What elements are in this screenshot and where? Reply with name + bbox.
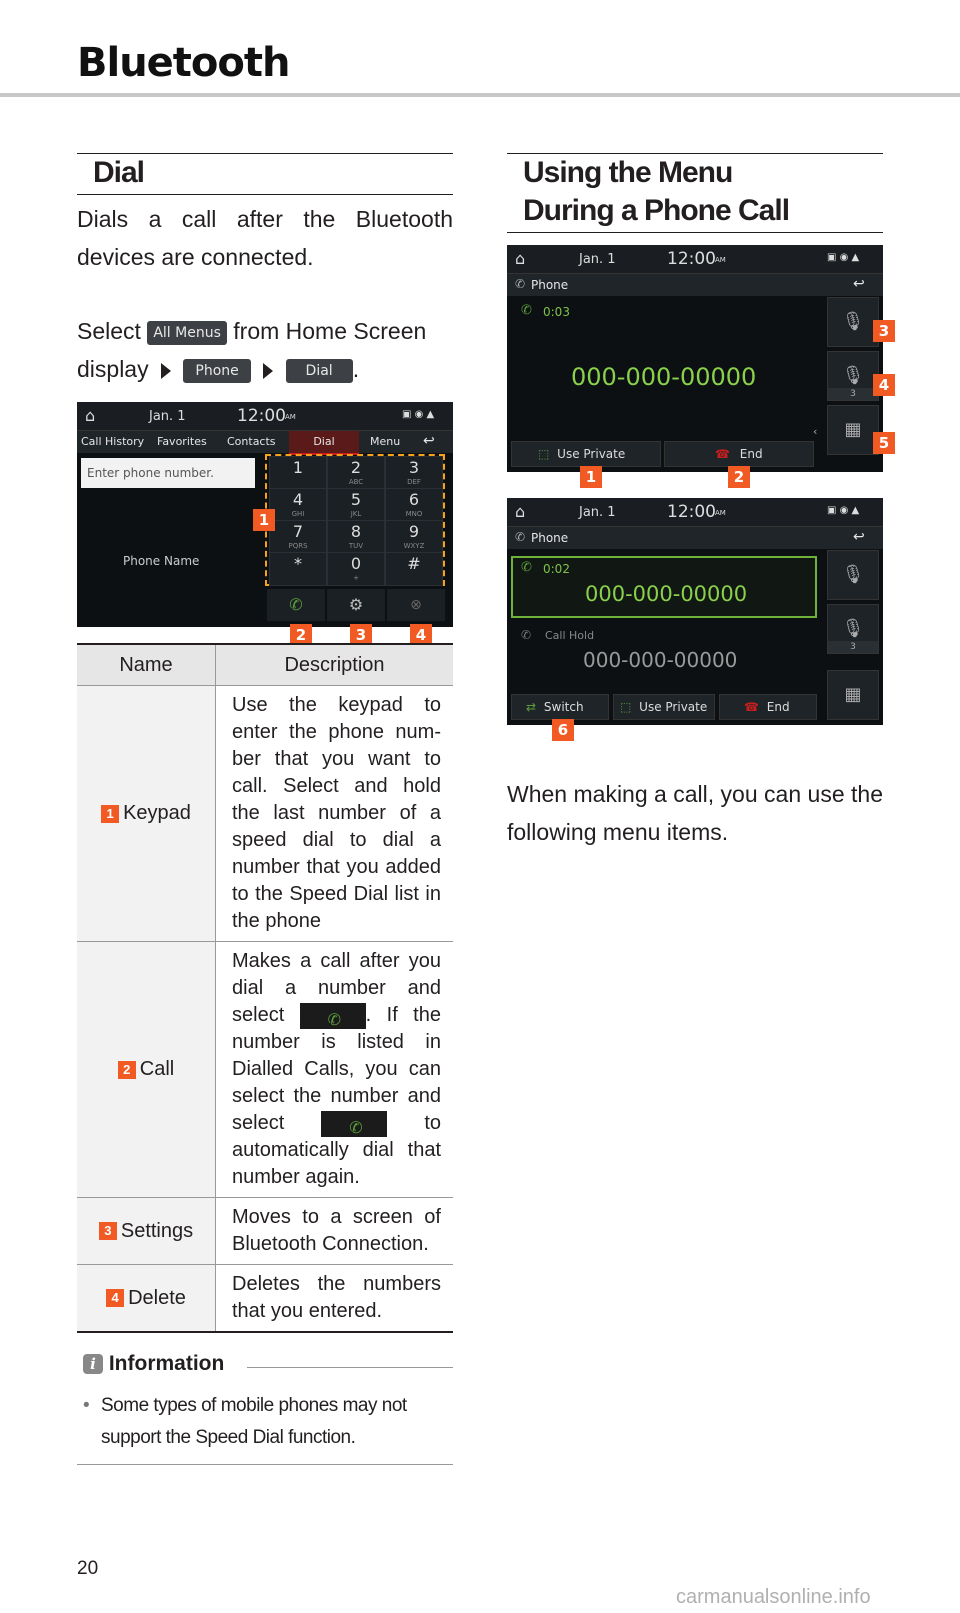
table-header-row [77,644,453,686]
back-icon: ↩ [853,276,865,292]
key-letters: DEF [407,478,421,486]
call-key [267,589,325,621]
status-date: Jan. 1 [579,252,616,267]
phone-icon: ✆ [515,277,526,291]
status-time: 12:00 [237,406,286,426]
key-letters: MNO [405,510,423,518]
mute-button [827,297,879,347]
keypad-key [327,488,385,522]
phone-header-label: Phone [531,531,569,545]
info-icon: i [83,1354,103,1374]
keypad-key [385,552,443,586]
call-screen-2 [507,498,883,725]
row-desc: Moves to a screen of Bluetooth Connection. [216,1198,454,1265]
key-digit: 8 [350,522,362,541]
row-badge: 2 [118,1061,136,1079]
private-icon: ⬚ [620,700,632,714]
row-name [77,942,216,1198]
all-menus-button: All Menus [147,321,227,345]
gear-icon: ⚙ [348,595,364,614]
end-call-icon: ☎ [744,700,759,714]
info-title: Information [108,1352,225,1375]
callout-m5: 5 [873,432,895,454]
arrow-right-icon [161,363,171,379]
status-ampm: AM [715,509,726,517]
chapter-rule [0,93,960,97]
callout-m3: 3 [873,320,895,342]
keypad-icon: ▦ [844,684,862,705]
dial-section-header [77,153,453,195]
callout-4: 4 [410,624,432,646]
key-digit: * [294,554,302,573]
mute-button [827,550,879,600]
keypad-icon: ▦ [844,419,862,440]
status-ampm: AM [285,413,296,421]
call-number: 000-000-00000 [585,582,748,606]
keypad-key [269,520,327,554]
key-letters: JKL [350,510,362,518]
key-letters: WXYZ [403,542,425,550]
mic-mute-icon: 🎙 [841,564,865,585]
dial-title: Dial [93,156,145,189]
row-name-text: Settings [120,1219,194,1242]
use-private-button [511,441,661,467]
desc-c: to automatically dial that number again. [232,1112,441,1188]
signal-icon: ▣ ◉ ▲ [827,252,860,263]
key-digit: 5 [350,490,362,509]
dial-description-table [77,643,453,1333]
end-button [719,694,817,720]
keypad-button [827,405,879,455]
keypad-key [327,552,385,586]
status-bar [77,402,453,431]
phone-icon: ✆ [327,1011,342,1029]
table-row [77,942,453,1198]
mic-volume-button [827,604,879,654]
end-label: End [739,447,763,461]
callout-m6: 6 [552,719,574,741]
switch-label: Switch [543,700,584,714]
call-icon: ✆ [521,303,532,318]
bullet-icon: • [83,1395,90,1416]
back-icon: ↩ [853,529,865,545]
keypad-key [269,456,327,490]
key-digit: 4 [292,490,304,509]
status-ampm: AM [715,256,726,264]
key-letters: + [353,574,359,582]
mic-volume-button [827,351,879,401]
arrow-right-icon [263,363,273,379]
row-name [77,686,216,942]
phone-header-label: Phone [531,278,569,292]
use-private-label: Use Private [639,700,708,714]
use-private-button [613,694,715,720]
menu-body: When making a call, you can use the following menu items. [507,781,883,845]
header-description: Description [216,644,454,686]
key-letters: TUV [348,542,364,550]
status-bar [507,245,883,274]
call-icon: ✆ [521,560,532,575]
row-desc: Deletes the numbers that you entered. [216,1265,454,1333]
dial-intro: Dials a call after the Bluetooth devices are connected. [77,206,453,270]
page-number: 20 [77,1558,99,1579]
signal-icon: ▣ ◉ ▲ [827,505,860,516]
row-name [77,1265,216,1333]
callout-3: 3 [350,624,372,646]
info-bullet [83,1390,453,1454]
end-button [664,441,814,467]
delete-key [387,589,445,621]
phone-icon: ✆ [349,1119,363,1137]
back-icon: ↩ [423,433,435,449]
private-icon: ⬚ [538,447,550,461]
key-digit: 2 [350,458,362,477]
call-number: 000-000-00000 [571,363,757,391]
switch-icon: ⇄ [526,700,537,714]
row-desc: Use the keypad to enter the phone num-ber that you want to call. Select and hold the last number of a speed dial to dial a number that you added to the Speed Dial list in the phone [216,686,454,942]
table-row [77,686,453,942]
key-letters: GHI [291,510,305,518]
status-bar [507,498,883,527]
row-name-text: Keypad [123,802,191,824]
active-call-panel [511,556,817,618]
key-digit: 9 [408,522,420,541]
menu-title-line1: Using the Menu [523,156,733,189]
row-badge: 1 [101,805,119,823]
table-row [77,1265,453,1333]
row-name [77,1198,216,1265]
call-button-image [321,1111,387,1137]
callout-1: 1 [253,509,275,531]
home-icon: ⌂ [515,249,526,268]
key-digit: 0 [350,554,362,573]
table-row [77,1198,453,1265]
phone-icon: ✆ [515,530,526,544]
signal-icon: ▣ ◉ ▲ [402,409,435,420]
row-name-text: Delete [128,1286,186,1309]
home-icon: ⌂ [85,406,96,425]
select-end: . [352,356,360,382]
hold-number: 000-000-00000 [583,648,738,672]
row-name-text: Call [139,1058,175,1080]
phone-header [507,527,883,549]
key-digit: 3 [408,458,420,477]
dial-tab-bar [77,431,453,453]
keypad-key [269,488,327,522]
mic-level: 3 [828,641,878,653]
keypad-key [385,488,443,522]
menu-section-header [507,153,883,233]
call-duration: 0:02 [543,562,570,576]
phone-number-input: Enter phone number. [81,458,255,488]
mic-level: 3 [828,388,878,400]
tab-menu: Menu [370,435,401,448]
keypad-key [385,520,443,554]
key-digit: 1 [292,458,304,477]
mic-icon: 🎙 [841,365,865,386]
key-letters: ABC [348,478,364,486]
chevron-left-icon: ‹ [813,425,818,438]
watermark: carmanualsonline.info [676,1586,871,1608]
call-button-image [300,1003,366,1029]
dial-instructions [77,312,453,388]
row-desc [216,942,454,1198]
dial-button: Dial [286,359,353,383]
status-date: Jan. 1 [579,505,616,520]
select-prefix: Select [77,318,141,344]
callout-m4: 4 [873,374,895,396]
key-digit: 6 [408,490,420,509]
status-time: 12:00 [667,249,716,269]
desc-b: . If the number is listed in Dialled Calls, you can select the number and select [232,1004,441,1134]
row-badge: 3 [99,1222,117,1240]
select-middle: from Home Screen display [77,318,427,382]
phone-header [507,274,883,296]
phone-name: Phone Name [123,554,200,568]
row-badge: 4 [106,1289,124,1307]
info-bullet-text: Some types of mobile phones may not support the Speed Dial function. [101,1395,407,1448]
menu-title-line2: During a Phone Call [523,194,790,227]
header-name: Name [77,644,216,686]
keypad-key [385,456,443,490]
end-call-icon: ☎ [715,447,730,461]
hold-icon: ✆ [521,628,532,642]
keypad-key [327,520,385,554]
call-screen-1 [507,245,883,472]
phone-icon: ✆ [289,595,303,614]
home-icon: ⌂ [515,502,526,521]
key-digit: 7 [292,522,304,541]
chapter-title: Bluetooth [77,40,290,86]
key-letters: PQRS [288,542,308,550]
use-private-label: Use Private [557,447,626,461]
call-hold-label: Call Hold [545,629,595,642]
mic-icon: 🎙 [841,618,865,639]
tab-contacts: Contacts [227,435,276,448]
status-date: Jan. 1 [149,409,186,424]
end-label: End [766,700,790,714]
keypad-button [827,670,879,720]
call-duration: 0:03 [543,305,570,319]
tab-dial: Dial [289,431,359,455]
mic-mute-icon: 🎙 [841,311,865,332]
information-box [77,1352,453,1465]
status-time: 12:00 [667,502,716,522]
callout-2: 2 [290,624,312,646]
settings-key [327,589,385,621]
delete-icon: ⊗ [410,597,422,613]
desc-a: Makes a call after you dial a number and select [232,950,441,1026]
tab-call-history: Call History [81,435,145,448]
callout-m2: 2 [728,466,750,488]
tab-favorites: Favorites [157,435,207,448]
info-rule [247,1367,453,1368]
callout-m1: 1 [580,466,602,488]
info-header [83,1352,224,1376]
keypad-key [327,456,385,490]
keypad-key [269,552,327,586]
switch-button [511,694,609,720]
phone-button: Phone [183,359,250,383]
key-digit: # [407,554,421,573]
